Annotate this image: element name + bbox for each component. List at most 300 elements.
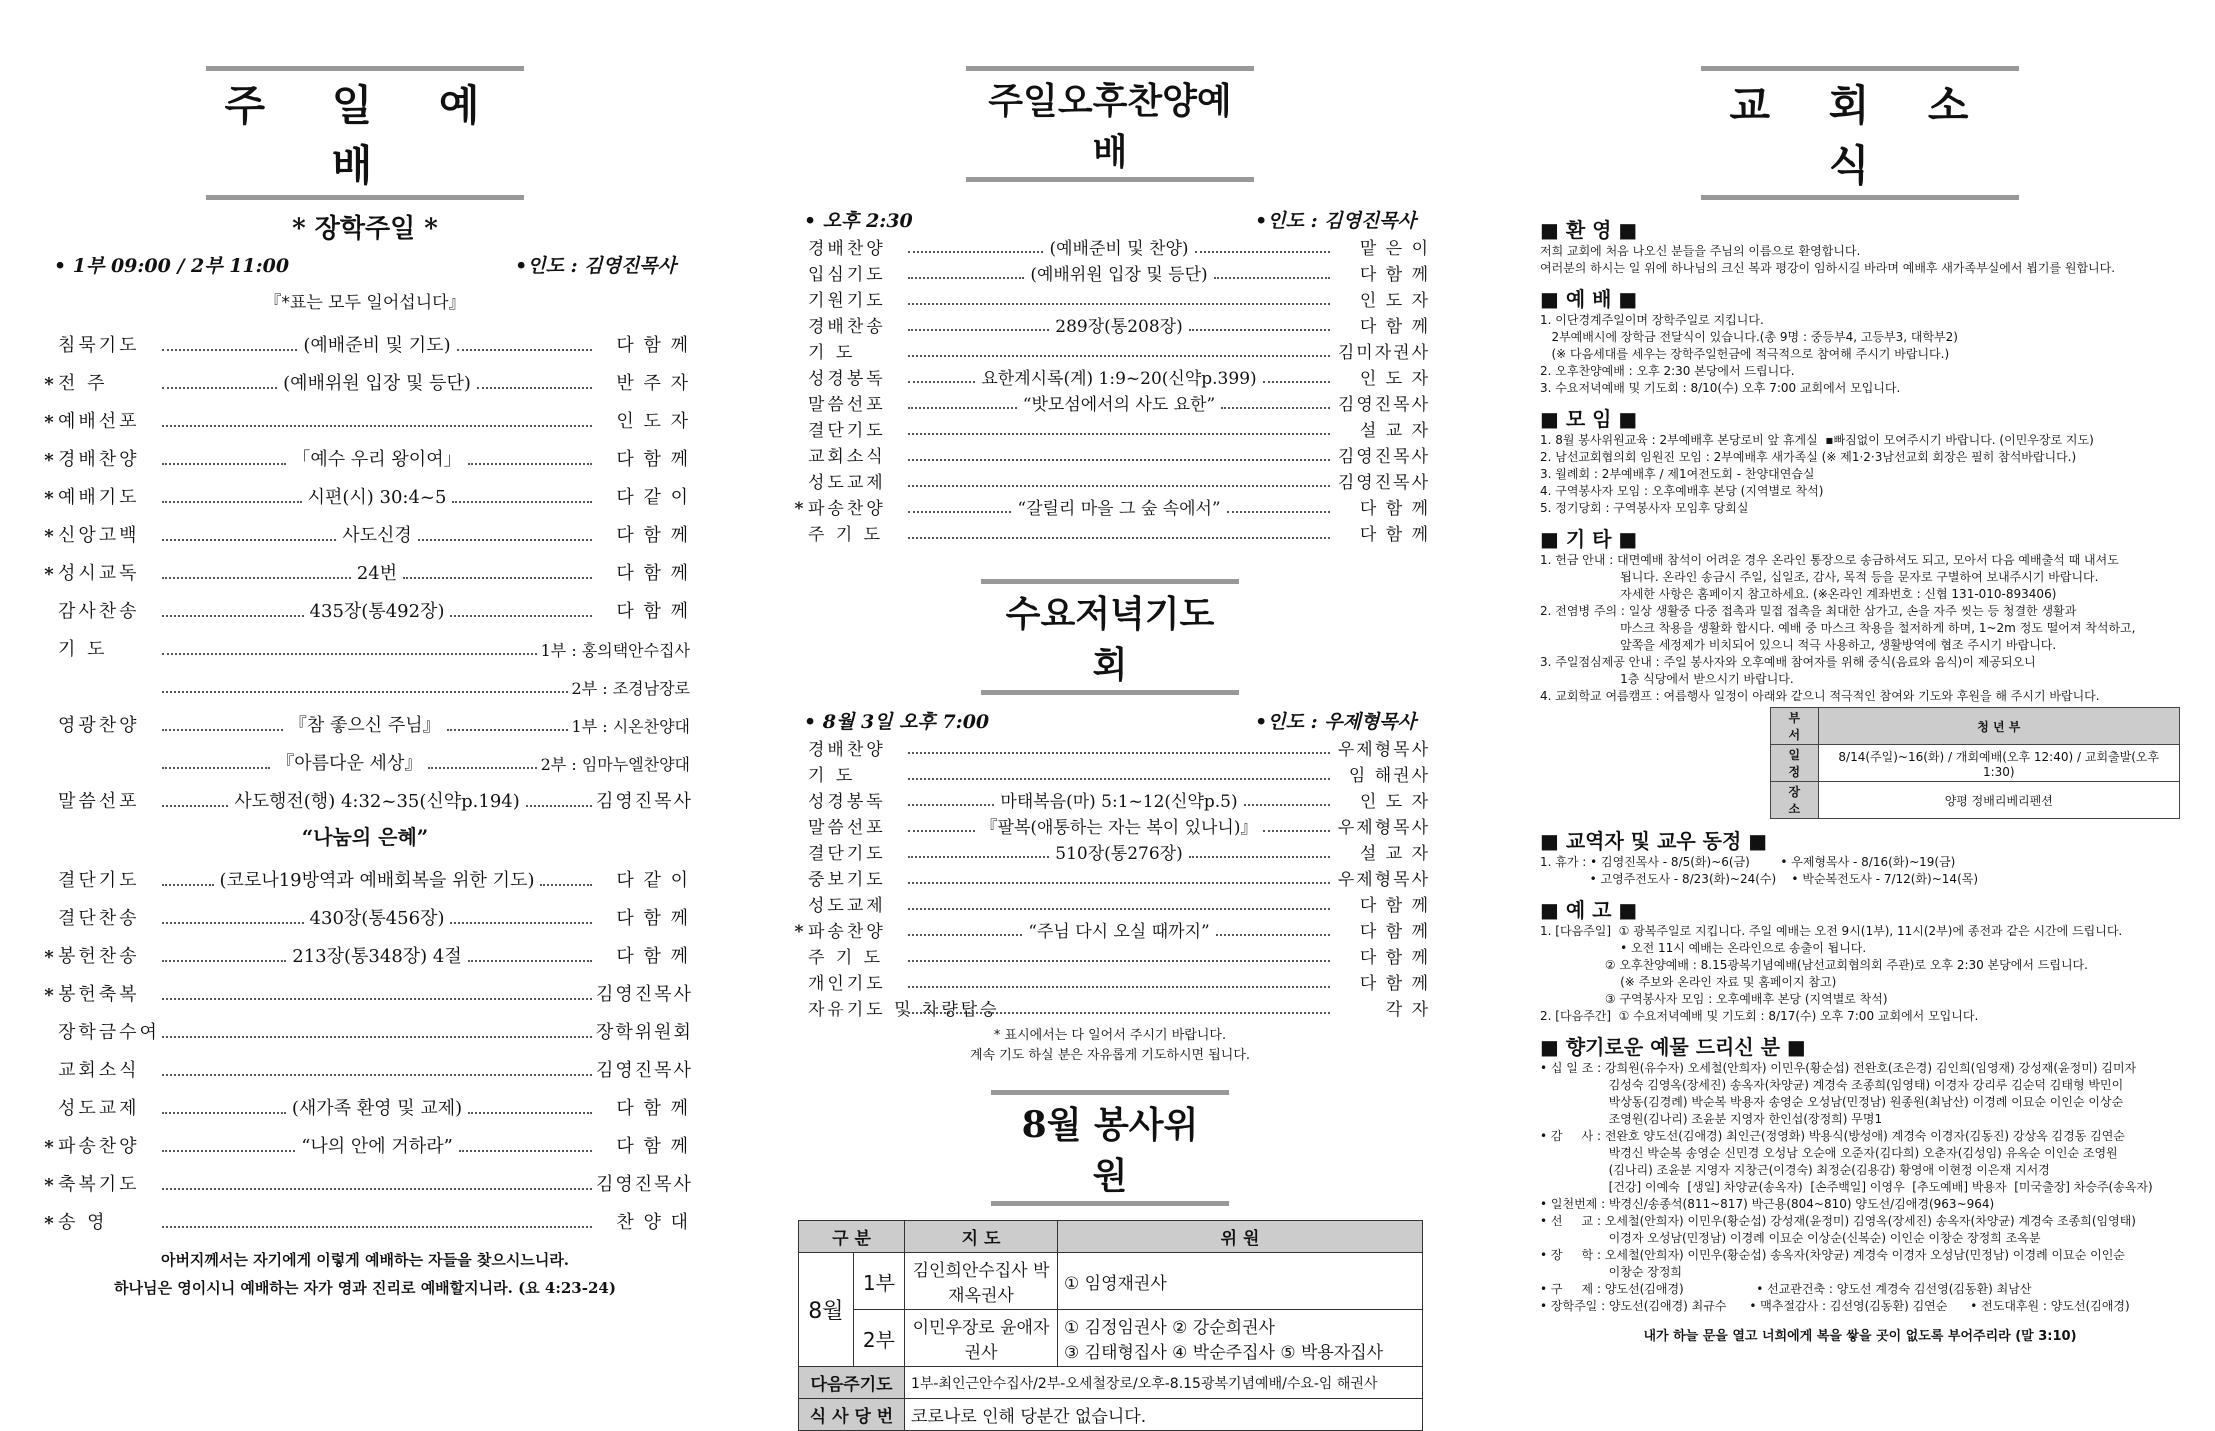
dot-leader [908, 459, 1330, 461]
item-detail: (예배준비 및 찬양) [1049, 239, 1189, 259]
item-detail: 510장(통276장) [1055, 844, 1183, 864]
news-line: 1층 식당에서 받으시기 바랍니다. [1540, 672, 1794, 686]
dot-leader [162, 577, 351, 579]
list-item [40, 471, 690, 509]
item-person: 2부 : 임마누엘찬양대 [540, 755, 691, 774]
dot-leader [162, 349, 297, 351]
list-item [40, 319, 690, 357]
news-line: ② 오후찬양예배 : 8.15광복기념예배(남선교회협의회 주관)로 오후 2:30 본당에서 드립니다. [1540, 958, 2088, 972]
news-line: • 구 제 : 양도선(김애경) • 선교관건축 : 양도선 계경숙 김선영(김동환) 최남산 [1540, 1282, 2032, 1296]
list-item [790, 786, 1430, 812]
list-item [40, 1006, 693, 1044]
dot-leader [468, 1112, 592, 1114]
item-detail: “주님 다시 오실 때까지” [1028, 922, 1210, 942]
item-person: 다 함 께 [1359, 317, 1430, 337]
item-detail: 사도신경 [342, 525, 412, 546]
dot-leader [452, 501, 592, 503]
standing-mark: * [44, 450, 54, 471]
dot-leader [162, 539, 336, 541]
dot-leader [418, 539, 592, 541]
dot-leader [450, 615, 592, 617]
item-person: 우제형목사 [1337, 740, 1430, 760]
standing-mark: * [794, 499, 804, 519]
dot-leader [908, 251, 1043, 253]
dot-leader [162, 1112, 286, 1114]
dot-leader [908, 752, 1330, 754]
item-label: 감사찬송 [58, 601, 140, 622]
item-detail: 『참 좋으신 주님』 [288, 715, 441, 736]
dot-leader [468, 960, 592, 962]
item-person: 인 도 자 [616, 411, 690, 432]
news-line: 2. [다음주간] ① 수요저녁예배 및 기도회 : 8/17(수) 오후 7:00 교회에서 모입니다. [1540, 1009, 1979, 1023]
meal-duty-value: 코로나로 인해 당분간 없습니다. [905, 1399, 1423, 1431]
item-label: 성도교제 [808, 896, 886, 916]
item-person: 찬 양 대 [616, 1212, 690, 1233]
item-label: 결단기도 [58, 870, 140, 891]
news-line: 조영원(김나리) 조윤분 지영자 한인섭(장정희) 무명1 [1540, 1112, 1883, 1126]
list-item [40, 699, 690, 737]
item-person: 1부 : 시온찬양대 [571, 717, 691, 736]
table-row [799, 1367, 1423, 1399]
item-person: 맡 은 이 [1359, 239, 1430, 259]
standing-mark: * [44, 374, 54, 395]
list-item [790, 864, 1430, 890]
dot-leader [908, 433, 1330, 435]
dot-leader [1189, 329, 1330, 331]
item-label: 영광찬양 [58, 715, 140, 736]
item-person: 다 함 께 [1359, 525, 1430, 545]
item-detail: 『팔복(애통하는 자는 복이 있나니)』 [980, 818, 1258, 838]
table-row [1771, 745, 2180, 782]
item-person: 임 해권사 [1348, 766, 1430, 786]
list-item [790, 467, 1430, 493]
news-line: (※ 다음세대를 세우는 장학주일헌금에 적극적으로 참여해 주시기 바랍니다.) [1540, 347, 1950, 361]
item-detail: 24번 [356, 563, 398, 584]
list-item [40, 661, 690, 699]
item-detail: (예배위원 입장 및 등단) [283, 373, 471, 394]
news-line: • 일천번제 : 박경신/송종석(811~817) 박근용(804~810) 양도선/김애경(963~964) [1540, 1197, 1995, 1211]
item-label: 장학금수여 [58, 1022, 160, 1043]
list-item [40, 737, 690, 775]
dot-leader [447, 729, 568, 731]
dot-leader [908, 511, 1011, 513]
item-detail: (예배위원 입장 및 등단) [1030, 265, 1208, 285]
news-line: 4. 구역봉사자 모임 : 오후예배후 본당 (지역별로 착석) [1540, 484, 1824, 498]
section-staff-news: ■ 교역자 및 교우 동정 ■ [1540, 829, 1768, 853]
wednesday-note-2: 계속 기도 하실 분은 자유롭게 기도하시면 됩니다. [969, 1048, 1251, 1063]
item-person: 우제형목사 [1337, 870, 1430, 890]
dot-leader [457, 349, 592, 351]
item-label: 입심기도 [808, 265, 886, 285]
list-item [40, 1196, 690, 1234]
news-line: • 감 사 : 전완호 양도선(김애경) 최인근(정영화) 박용식(방성애) 계경숙 이경자(김동진) 강상옥 김경동 김연순 [1540, 1129, 2125, 1143]
meal-duty-label: 식 사 당 번 [799, 1399, 905, 1431]
item-detail: (예배준비 및 기도) [303, 335, 451, 356]
item-person: 다 함 께 [616, 1136, 691, 1157]
dot-leader [162, 615, 304, 617]
item-detail: 마태복음(마) 5:1~12(신약p.5) [1000, 792, 1238, 812]
item-person: 인 도 자 [1359, 369, 1430, 389]
sunday-worship-title: 주 일 예 배 [206, 66, 524, 200]
dot-leader [162, 463, 286, 465]
item-label: 개인기도 [808, 974, 886, 994]
item-label: 성도교제 [58, 1098, 140, 1119]
list-item [790, 363, 1430, 389]
section-welcome: ■ 환 영 ■ [1540, 218, 1638, 242]
church-news-title: 교 회 소 식 [1701, 66, 2019, 200]
list-item [40, 623, 690, 661]
item-label: 주 기 도 [808, 948, 884, 968]
dot-leader [162, 425, 592, 427]
footer-verse-line-2: 하나님은 영이시니 예배하는 자가 영과 진리로 예배할지니라. (요 4:23-24) [114, 1279, 616, 1297]
afternoon-meta [790, 206, 1430, 233]
news-line: (김나리) 조윤분 지영자 지창근(이경숙) 최정순(김용감) 황영애 이현정 이은재 지서경 [1540, 1163, 2050, 1177]
item-person: 각 자 [1385, 1000, 1430, 1020]
standing-mark: * [44, 488, 54, 509]
dot-leader [908, 804, 994, 806]
table-row [799, 1253, 1423, 1310]
dot-leader [1216, 934, 1330, 936]
part-cell: 1부 [853, 1253, 904, 1310]
item-detail: 시편(시) 30:4~5 [307, 487, 447, 508]
standing-mark: * [44, 1175, 54, 1196]
item-label: 결단기도 [808, 844, 886, 864]
list-item [40, 854, 690, 892]
standing-mark: * [44, 526, 54, 547]
dot-leader [162, 1226, 592, 1228]
dot-leader [908, 355, 1330, 357]
news-line: 2. 전염병 주의 : 일상 생활중 다중 접촉과 밀접 접촉을 최대한 삼가고, 손을 자주 씻는 등 청결한 생활과 [1540, 604, 2077, 618]
dot-leader [908, 303, 1330, 305]
camp-header-youth: 청 년 부 [1818, 708, 2179, 745]
camp-place-label: 장 소 [1771, 782, 1819, 819]
news-line: 마스크 착용을 생활화 합시다. 예배 중 마스크 착용을 철저하게 하며, 1~2m 정도 떨어져 착석하고, [1540, 621, 2136, 635]
news-line: 박경신 박순복 송영순 신민경 오성남 오순애 오준자(김다희) 오춘자(김성임) 유옥순 이인순 조영원 [1540, 1146, 2118, 1160]
dot-leader [428, 767, 536, 769]
news-line: 3. 주일점심제공 안내 : 주일 봉사자와 오후예배 참여자를 위해 중식(음료와 음식)이 제공되오니 [1540, 655, 2036, 669]
list-item [40, 395, 690, 433]
item-label: 말씀선포 [58, 791, 140, 812]
news-line: 2. 오후찬양예배 : 오후 2:30 본당에서 드립니다. [1540, 364, 1795, 378]
members-line-2: ③ 김태형집사 ④ 박순주집사 ⑤ 박용자집사 [1064, 1343, 1384, 1363]
item-person: 김영진목사 [596, 984, 693, 1005]
dot-leader [908, 381, 975, 383]
list-item [790, 890, 1430, 916]
list-item [790, 311, 1430, 337]
item-label: 교회소식 [808, 447, 886, 467]
news-line: 3. 수요저녁예배 및 기도회 : 8/10(수) 오후 7:00 교회에서 모입니다. [1540, 381, 1901, 395]
news-line: • 장학주일 : 양도선(김애경) 최규수 • 맥추절감사 : 김선영(김동환) 김연순 • 전도대후원 : 양도선(김애경) [1540, 1299, 2130, 1313]
list-item [40, 357, 690, 395]
dot-leader [162, 1188, 592, 1190]
item-detail: 『아름다운 세상』 [276, 753, 423, 774]
news-line: • 십 일 조 : 강희원(유수자) 오세철(안희자) 이민우(황순섭) 전완호(조은경) 김인희(임영재) 강성재(윤정미) 김미자 [1540, 1061, 2137, 1075]
item-label: 교회소식 [58, 1060, 140, 1081]
list-item [40, 433, 690, 471]
item-person: 다 함 께 [1359, 265, 1430, 285]
news-line: • 장 학 : 오세철(안희자) 이민우(황순섭) 송옥자(차양균) 계경숙 이경자 오성남(민정남) 이경례 이묘순 이인순 [1540, 1248, 2125, 1262]
news-line: 1. 헌금 안내 : 대면예배 참석이 어려운 경우 온라인 통장으로 송금하셔도 되고, 모아서 다음 예배출석 때 내셔도 [1540, 553, 2119, 567]
header-division: 구 분 [799, 1221, 905, 1253]
item-person: 다 함 께 [616, 525, 690, 546]
standing-mark: * [44, 412, 54, 433]
dot-leader [908, 485, 1330, 487]
list-item [790, 493, 1430, 519]
dot-leader [162, 998, 592, 1000]
list-item [40, 930, 690, 968]
dot-leader [908, 407, 1017, 409]
wednesday-time: • 8월 3일 오후 7:00 [804, 711, 990, 733]
list-item [790, 916, 1430, 942]
dot-leader [403, 577, 592, 579]
service-leader: •인도 : 김영진목사 [515, 255, 676, 277]
list-item [790, 838, 1430, 864]
header-guide: 지 도 [905, 1221, 1058, 1253]
item-detail: “밧모섬에서의 사도 요한” [1022, 395, 1216, 415]
item-person: 다 같 이 [616, 870, 690, 891]
section-etc: ■ 기 타 ■ [1540, 527, 1638, 551]
order-of-service-list [40, 319, 693, 813]
item-detail: 요한계시록(계) 1:9~20(신약p.399) [981, 369, 1257, 389]
section-meeting: ■ 모 임 ■ [1540, 407, 1638, 431]
volunteers-table [798, 1220, 1423, 1431]
column-afternoon-wednesday [790, 0, 1431, 1427]
standing-mark: * [44, 564, 54, 585]
item-label: 파송찬양 [58, 1136, 140, 1157]
item-person: 인 도 자 [1359, 291, 1430, 311]
news-line: 이창순 장정희 [1540, 1265, 1683, 1279]
camp-place-value: 양평 정배리베리펜션 [1818, 782, 2179, 819]
item-person: 다 같 이 [616, 487, 691, 508]
news-line: 1. 이단경계주일이며 장학주일로 지킵니다. [1540, 313, 1764, 327]
column-church-news [1540, 0, 2180, 1344]
list-item [40, 1158, 693, 1196]
item-label: 자유기도 및 차량탑승 [808, 1000, 1000, 1020]
afternoon-order-list [790, 233, 1430, 545]
item-detail: 사도행전(행) 4:32~35(신약p.194) [234, 791, 520, 812]
standing-mark: * [44, 947, 54, 968]
camp-header-dept: 부 서 [1771, 708, 1819, 745]
dot-leader [162, 387, 277, 389]
item-person: 다 함 께 [616, 946, 691, 967]
dot-leader [1263, 381, 1330, 383]
item-label: 전 주 [58, 373, 108, 394]
list-item [40, 1120, 690, 1158]
standing-mark: * [44, 1137, 54, 1158]
dot-leader [162, 1074, 592, 1076]
order-of-service-list-2 [40, 854, 693, 1234]
item-person: 김미자권사 [1337, 343, 1430, 363]
table-row [799, 1399, 1423, 1431]
column-sunday-worship [40, 0, 693, 1297]
item-label: 기 도 [808, 766, 856, 786]
list-item [790, 734, 1430, 760]
dot-leader [1244, 804, 1330, 806]
dot-leader [908, 778, 1330, 780]
item-detail: 213장(통348장) 4절 [292, 946, 462, 967]
dot-leader [450, 922, 592, 924]
standing-mark: * [44, 1213, 54, 1234]
item-label: 예배기도 [58, 487, 140, 508]
next-prayer-value: 1부-최인근안수집사/2부-오세철장로/오후-8.15광복기념예배/수요-임 해권사 [905, 1367, 1423, 1399]
list-item [40, 585, 690, 623]
standing-mark: * [794, 922, 804, 942]
dot-leader [162, 691, 568, 693]
item-label: 성도교제 [808, 473, 886, 493]
item-label: 결단기도 [808, 421, 886, 441]
item-person: 2부 : 조경남장로 [571, 679, 690, 698]
item-person: 김영진목사 [596, 791, 693, 812]
item-label: 예배선포 [58, 411, 140, 432]
item-person: 장학위원회 [596, 1022, 693, 1043]
dot-leader [162, 805, 228, 807]
item-person: 다 함 께 [1359, 499, 1430, 519]
item-label: 경배찬송 [808, 317, 886, 337]
list-item [790, 812, 1430, 838]
item-person: 우제형목사 [1337, 818, 1430, 838]
news-line: • 고영주전도사 - 8/23(화)~24(수) • 박순복전도사 - 7/12(화)~14(목) [1540, 872, 1979, 886]
dot-leader [908, 986, 1330, 988]
news-line: 1. [다음주일] ① 광복주일로 지킵니다. 주일 예배는 오전 9시(1부), 11시(2부)에 종전과 같은 시간에 드립니다. [1540, 924, 2123, 938]
item-label: 결단찬송 [58, 908, 140, 929]
dot-leader [908, 882, 1330, 884]
item-person: 다 함 께 [616, 601, 691, 622]
section-worship: ■ 예 배 ■ [1540, 287, 1638, 311]
afternoon-time: • 오후 2:30 [804, 210, 913, 232]
list-item [40, 1082, 690, 1120]
news-line: (※ 주보와 온라인 자료 및 홈페이지 참고) [1540, 975, 1837, 989]
item-person: 김영진목사 [1337, 395, 1431, 415]
guide-cell: 김인희안수집사 박재옥권사 [905, 1253, 1058, 1310]
dot-leader [908, 960, 1330, 962]
dot-leader [477, 387, 592, 389]
footer-verse [40, 1246, 690, 1302]
part-cell: 2부 [853, 1310, 904, 1367]
news-line: 앞쪽을 세정제가 비치되어 있으니 적극 사용하고, 생활방역에 협조 주시기 바랍니다. [1540, 638, 2057, 652]
list-item [790, 519, 1430, 545]
news-line: 자세한 사항은 홈페이지 참고하세요. (※온라인 계좌번호 : 신협 131-010-893406) [1540, 587, 2057, 601]
item-person: 반 주 자 [616, 373, 691, 394]
item-detail: “갈릴리 마을 그 숲 속에서” [1017, 499, 1221, 519]
list-item [790, 233, 1430, 259]
list-item [790, 968, 1430, 994]
list-item [790, 285, 1430, 311]
table-header-row [799, 1221, 1423, 1253]
dot-leader [162, 767, 270, 769]
list-item [40, 547, 690, 585]
item-person: 다 함 께 [1359, 948, 1430, 968]
service-time: • 1부 09:00 / 2부 11:00 [54, 255, 290, 277]
members-cell [1058, 1310, 1423, 1367]
list-item [40, 1044, 693, 1082]
list-item [790, 389, 1430, 415]
dot-leader [908, 856, 1049, 858]
list-item [790, 441, 1430, 467]
dot-leader [162, 729, 283, 731]
item-label: 말씀선포 [808, 818, 886, 838]
header-members: 위 원 [1058, 1221, 1423, 1253]
dot-leader [1214, 277, 1330, 279]
item-person: 다 함 께 [616, 563, 691, 584]
list-item [790, 942, 1430, 968]
item-label: 축복기도 [58, 1174, 140, 1195]
item-label: 기 도 [58, 639, 108, 660]
news-line: 3. 월례회 : 2부예배후 / 제1여전도회 - 찬양대연습실 [1540, 467, 1815, 481]
item-person: 설 교 자 [1359, 844, 1430, 864]
news-line: 이경자 오성남(민정남) 이경례 이묘순 이상순(신복순) 이인순 이창순 장정희 조옥분 [1540, 1231, 2041, 1245]
item-detail: 「예수 우리 왕이여」 [292, 449, 462, 470]
list-item [790, 415, 1430, 441]
dot-leader [908, 934, 1022, 936]
item-label: 성경봉독 [808, 369, 886, 389]
dot-leader [1263, 830, 1330, 832]
item-label: 봉헌찬송 [58, 946, 140, 967]
dot-leader [1195, 251, 1330, 253]
item-detail: 289장(통208장) [1055, 317, 1183, 337]
sermon-title: “나눔의 은혜” [301, 825, 429, 849]
item-person: 김영진목사 [1337, 473, 1430, 493]
guide-cell: 이민우장로 윤애자권사 [905, 1310, 1058, 1367]
list-item [40, 968, 693, 1006]
dot-leader [908, 1012, 1330, 1014]
wednesday-note-1: * 표시에서는 다 일어서 주시기 바랍니다. [993, 1028, 1227, 1043]
month-cell: 8월 [799, 1253, 854, 1367]
item-label: 파송찬양 [808, 499, 886, 519]
dot-leader [468, 463, 592, 465]
news-line: 1. 휴가 : • 김영진목사 - 8/5(화)~6(금) • 우제형목사 - 8/16(화)~19(금) [1540, 855, 1956, 869]
dot-leader [908, 830, 975, 832]
footer-verse-line-1: 아버지께서는 자기에게 이렇게 예배하는 자들을 찾으시느니라. [160, 1251, 570, 1269]
item-detail: “나의 안에 거하라” [301, 1136, 453, 1157]
item-label: 경배찬양 [808, 239, 886, 259]
summer-camp-table [1770, 707, 2180, 819]
dot-leader [908, 277, 1024, 279]
news-line: 김성숙 김영옥(장세진) 송옥자(차양균) 계경숙 조종희(임영태) 이경자 강리루 김순덕 김태형 박민이 [1540, 1078, 2124, 1092]
item-label: 주 기 도 [808, 525, 884, 545]
news-line: 5. 정기당회 : 구역봉사자 모임후 당회실 [1540, 501, 1749, 515]
table-row [799, 1310, 1423, 1367]
dot-leader [540, 884, 592, 886]
dot-leader [908, 537, 1330, 539]
wednesday-order-list [790, 734, 1430, 1020]
item-person: 김영진목사 [1337, 447, 1430, 467]
news-line: 4. 교회학교 여름캠프 : 여름행사 일정이 아래와 같으니 적극적인 참여와 기도와 후원을 해 주시기 바랍니다. [1540, 689, 2100, 703]
dot-leader [162, 501, 302, 503]
list-item [790, 760, 1430, 786]
dot-leader [526, 805, 592, 807]
dot-leader [1189, 856, 1330, 858]
item-person: 인 도 자 [1359, 792, 1431, 812]
item-label: 성경봉독 [808, 792, 886, 812]
list-item [40, 892, 690, 930]
news-line: 1. 8월 봉사위원교육 : 2부예배후 본당로비 앞 휴게실 ▪빠짐없이 모여주시기 바랍니다. (이민우장로 지도) [1540, 433, 2094, 447]
item-label: 중보기도 [808, 870, 886, 890]
news-line: • 오전 11시 예배는 온라인으로 송출이 됩니다. [1540, 941, 1867, 955]
afternoon-worship-title: 주일오후찬양예배 [966, 66, 1254, 182]
wednesday-leader: •인도 : 우제형목사 [1255, 711, 1416, 733]
item-label: 송 영 [58, 1212, 108, 1233]
dot-leader [162, 1036, 592, 1038]
item-detail: 430장(통456장) [309, 908, 445, 929]
item-person: 다 함 께 [616, 1098, 691, 1119]
list-item [790, 337, 1430, 363]
item-detail: (코로나19방역과 예배회복을 위한 기도) [219, 870, 535, 891]
dot-leader [162, 1150, 295, 1152]
item-label: 침묵기도 [58, 335, 140, 356]
wednesday-meta [790, 707, 1430, 734]
list-item [40, 775, 693, 813]
standing-note: 『*표는 모두 일어섭니다』 [264, 293, 466, 313]
